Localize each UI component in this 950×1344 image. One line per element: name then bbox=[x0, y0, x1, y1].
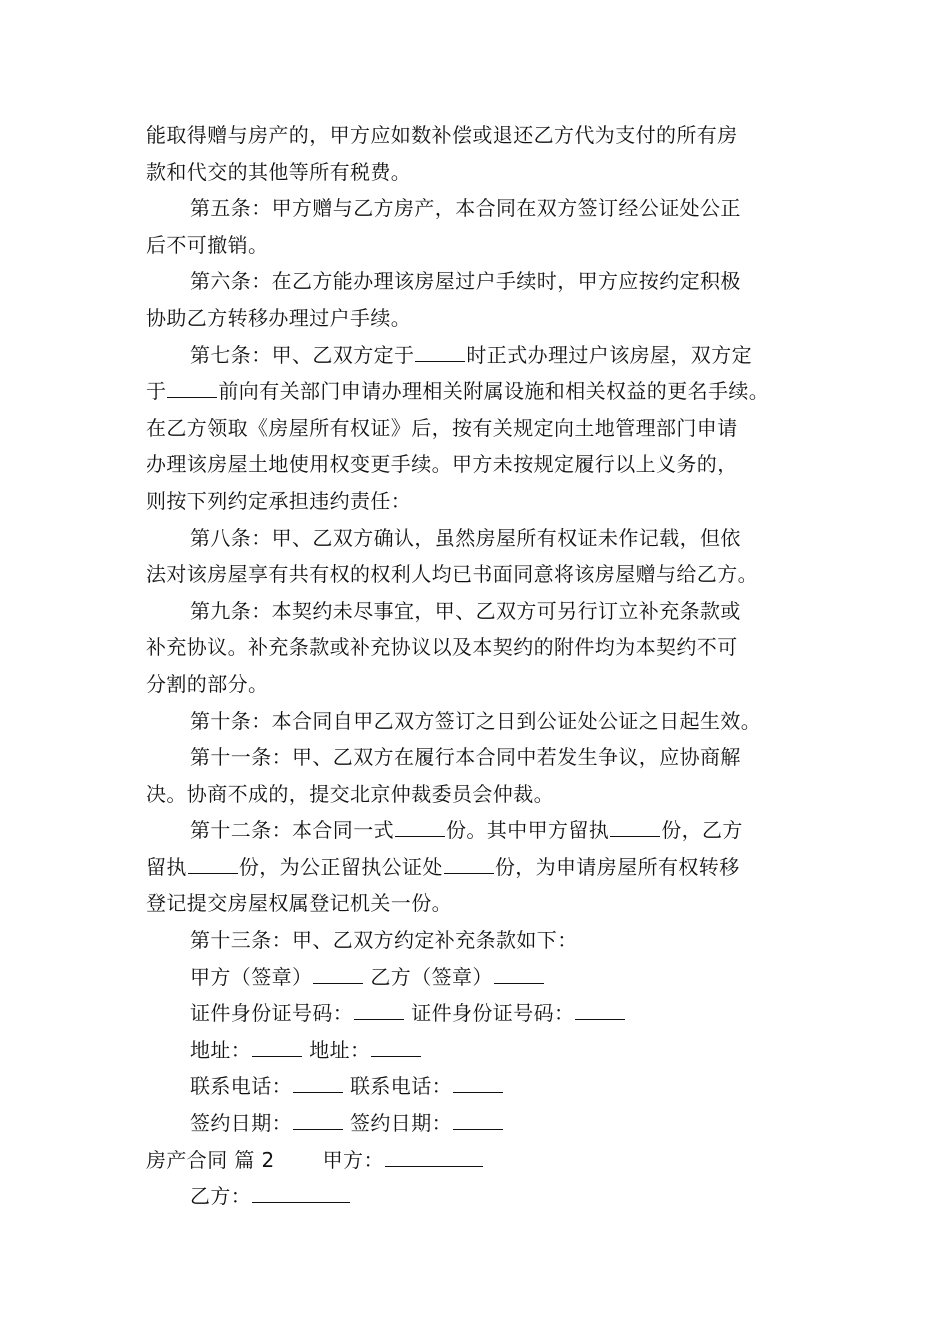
text: 份，为公正留执公证处 bbox=[238, 854, 443, 879]
text-line bbox=[146, 666, 836, 703]
blank-line bbox=[354, 997, 404, 1020]
text: 第十二条：本合同一式 bbox=[190, 818, 394, 843]
text-line bbox=[146, 483, 836, 520]
text-line bbox=[146, 556, 836, 593]
article-6 bbox=[146, 263, 836, 300]
article-12 bbox=[146, 812, 836, 849]
party-b-address-label: 地址： bbox=[309, 1037, 371, 1062]
blank-line bbox=[415, 339, 465, 362]
article-9 bbox=[146, 593, 836, 630]
blank-line bbox=[453, 1070, 503, 1093]
text: 能取得赠与房产的，甲方应如数补偿或退还乙方代为支付的所有房 bbox=[146, 123, 738, 147]
party-b-label: 乙方： bbox=[190, 1184, 252, 1209]
blank-line bbox=[444, 851, 494, 874]
section-title: 房产合同 篇 2 bbox=[146, 1147, 275, 1172]
text-line bbox=[146, 776, 836, 813]
text-line bbox=[146, 117, 836, 154]
text: 前向有关部门申请办理相关附属设施和相关权益的更名手续。 bbox=[218, 379, 770, 404]
text-line bbox=[146, 629, 836, 666]
contract-body bbox=[146, 117, 836, 1215]
id-number-line bbox=[146, 995, 836, 1032]
article-13 bbox=[146, 922, 836, 959]
party-a-seal-label: 甲方（签章） bbox=[190, 964, 313, 989]
party-a-label: 甲方： bbox=[322, 1147, 384, 1172]
blank-line bbox=[293, 1107, 343, 1130]
blank-line bbox=[371, 1034, 421, 1057]
text-line bbox=[146, 373, 836, 410]
text: 留执 bbox=[146, 854, 187, 879]
blank-line bbox=[453, 1107, 503, 1130]
text: 第八条：甲、乙双方确认，虽然房屋所有权证未作记载，但依 bbox=[190, 525, 741, 550]
text: 在乙方领取《房屋所有权证》后，按有关规定向土地管理部门申请 bbox=[146, 415, 738, 440]
text-line bbox=[146, 154, 836, 191]
text: 决。协商不成的，提交北京仲裁委员会仲裁。 bbox=[146, 781, 554, 806]
text-line bbox=[146, 410, 836, 447]
text-line bbox=[146, 885, 836, 922]
blank-line bbox=[494, 961, 544, 984]
party-a-phone-label: 联系电话： bbox=[190, 1074, 292, 1099]
text: 办理该房屋土地使用权变更手续。甲方未按规定履行以上义务的， bbox=[146, 452, 738, 477]
text-line bbox=[146, 227, 836, 264]
text: 第七条：甲、乙双方定于 bbox=[190, 342, 415, 367]
blank-line bbox=[188, 851, 238, 874]
text: 份，乙方 bbox=[661, 818, 743, 843]
text: 份。其中甲方留执 bbox=[446, 818, 610, 843]
article-5 bbox=[146, 190, 836, 227]
text: 分割的部分。 bbox=[146, 671, 269, 696]
phone-line bbox=[146, 1068, 836, 1105]
party-a-date-label: 签约日期： bbox=[190, 1111, 292, 1136]
text: 第五条：甲方赠与乙方房产，本合同在双方签订经公证处公正 bbox=[190, 196, 741, 221]
blank-line bbox=[293, 1070, 343, 1093]
party-b-seal-label: 乙方（签章） bbox=[370, 964, 493, 989]
text: 款和代交的其他等所有税费。 bbox=[146, 159, 412, 184]
text: 第十一条：甲、乙双方在履行本合同中若发生争议，应协商解 bbox=[190, 745, 741, 770]
text: 第九条：本契约未尽事宜，甲、乙双方可另行订立补充条款或 bbox=[190, 598, 741, 623]
party-b-phone-label: 联系电话： bbox=[350, 1074, 452, 1099]
text: 法对该房屋享有共有权的权利人均已书面同意将该房屋赠与给乙方。 bbox=[146, 562, 758, 587]
contract-2-heading bbox=[146, 1142, 836, 1179]
text: 时正式办理过户该房屋，双方定 bbox=[466, 342, 753, 367]
party-b-id-label: 证件身份证号码： bbox=[411, 1001, 575, 1026]
article-10 bbox=[146, 703, 836, 740]
article-8 bbox=[146, 520, 836, 557]
blank-line bbox=[313, 961, 363, 984]
blank-line bbox=[610, 814, 660, 837]
blank-line bbox=[575, 997, 625, 1020]
party-a-id-label: 证件身份证号码： bbox=[190, 1001, 354, 1026]
text: 第六条：在乙方能办理该房屋过户手续时，甲方应按约定积极 bbox=[190, 269, 741, 294]
text: 于 bbox=[146, 379, 167, 404]
party-a-address-label: 地址： bbox=[190, 1037, 252, 1062]
text: 则按下列约定承担违约责任： bbox=[146, 488, 412, 513]
text-line bbox=[146, 849, 836, 886]
signature-line bbox=[146, 959, 836, 996]
article-7 bbox=[146, 337, 836, 374]
text: 第十条：本合同自甲乙双方签订之日到公证处公证之日起生效。 bbox=[190, 708, 762, 733]
text-line bbox=[146, 300, 836, 337]
party-b-line bbox=[146, 1178, 836, 1215]
text: 第十三条：甲、乙双方约定补充条款如下： bbox=[190, 928, 578, 953]
blank-line bbox=[252, 1180, 350, 1203]
text: 份，为申请房屋所有权转移 bbox=[494, 854, 740, 879]
blank-line bbox=[385, 1144, 483, 1167]
text: 登记提交房屋权属登记机关一份。 bbox=[146, 891, 452, 916]
date-line bbox=[146, 1105, 836, 1142]
article-11 bbox=[146, 739, 836, 776]
blank-line bbox=[167, 375, 217, 398]
blank-line bbox=[252, 1034, 302, 1057]
text: 补充协议。补充条款或补充协议以及本契约的附件均为本契约不可 bbox=[146, 635, 738, 660]
address-line bbox=[146, 1032, 836, 1069]
blank-line bbox=[395, 814, 445, 837]
text: 协助乙方转移办理过户手续。 bbox=[146, 305, 412, 330]
party-b-date-label: 签约日期： bbox=[350, 1111, 452, 1136]
text: 后不可撤销。 bbox=[146, 232, 269, 257]
text-line bbox=[146, 446, 836, 483]
